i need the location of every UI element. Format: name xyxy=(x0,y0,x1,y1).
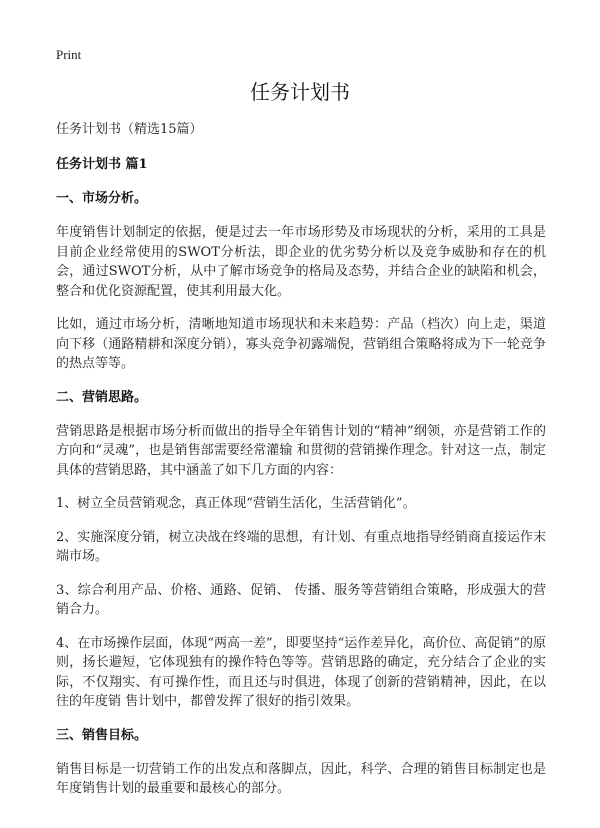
section-market-analysis xyxy=(56,189,546,374)
paragraph: 销售目标是一切营销工作的出发点和落脚点，因此，科学、合理的销售目标制定也是年度销售计划的最重要和最核心的部分。 xyxy=(56,761,546,796)
section-marketing-ideas xyxy=(56,388,546,712)
paragraph: 3、综合利用产品、价格、通路、促销、 传播、服务等营销组合策略，形成强大的营销合力。 xyxy=(56,582,546,617)
document-subtitle: 任务计划书（精选15篇） xyxy=(56,122,203,137)
paragraph: 比如，通过市场分析，清晰地知道市场现状和未来趋势：产品（档次）向上走，渠道向下移（通路精耕和深度分销），寡头竞争初露端倪，营销组合策略将成为下一轮竞争的热点等等。 xyxy=(56,317,546,371)
page-title: 任务计划书 xyxy=(250,80,350,104)
paragraph: 4、在市场操作层面，体现“两高一差”，即要坚持“运作差异化，高价位、高促销”的原则，扬长避短，它体现独有的操作特色等等。营销思路的确定，充分结合了企业的实际，不仅翔实、有可操作性，而且还与时俱进，体现了创新的营销精神，因此，在以往的年度销 售计划中，都曾发挥了很好的指引效果。 xyxy=(56,635,546,709)
paragraph: 营销思路是根据市场分析而做出的指导全年销售计划的“精神”纲领，亦是营销工作的方向和“灵魂”，也是销售部需要经常灌输 和贯彻的营销操作理念。针对这一点，制定具体的营销思路，其中涵盖了如下几方面的内容： xyxy=(56,423,546,478)
section-heading: 一、市场分析。 xyxy=(56,191,148,206)
paragraph: 年度销售计划制定的依据，便是过去一年市场形势及市场现状的分析，采用的工具是目前企业经常使用的SWOT分析法，即企业的优劣势分析以及竞争威胁和存在的机会，通过SWOT分析，从中了解市场竞争的格局及态势，并结合企业的缺陷和机会，整合和优化资源配置，使其利用最大化。 xyxy=(56,225,546,299)
paragraph: 1、树立全员营销观念，真正体现“营销生活化，生活营销化”。 xyxy=(56,496,416,511)
print-link[interactable]: Print xyxy=(56,47,82,62)
document-body xyxy=(56,120,546,813)
section-heading: 二、营销思路。 xyxy=(56,389,148,405)
section-heading: 三、销售目标。 xyxy=(56,727,148,743)
section-sales-target xyxy=(56,726,546,799)
chapter-heading: 任务计划书 篇1 xyxy=(56,157,148,172)
paragraph: 2、实施深度分销，树立决战在终端的思想，有计划、有重点地指导经销商直接运作末端市场。 xyxy=(56,529,546,564)
